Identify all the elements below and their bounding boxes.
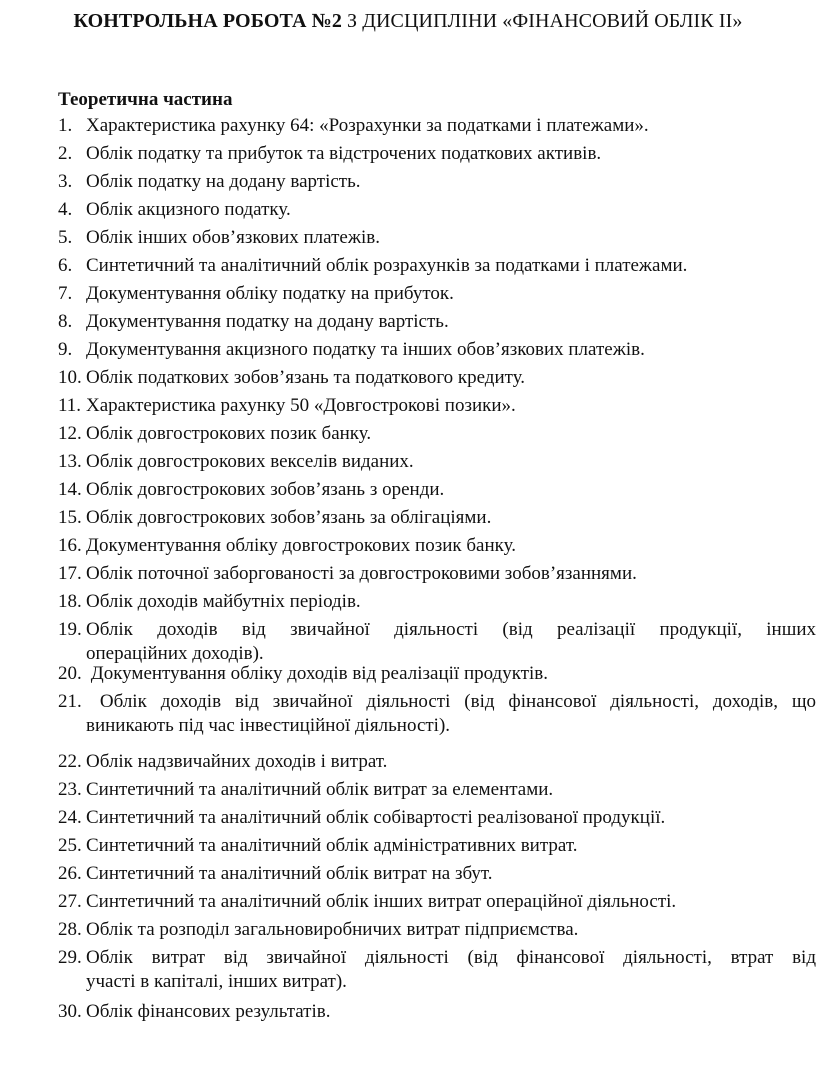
list-item-text: Синтетичний та аналітичний облік розрахунків за податками і платежами. — [86, 255, 688, 276]
list-item-text: Документування обліку доходів від реалізації продуктів. — [86, 663, 549, 684]
list-item-number: 19. — [58, 619, 82, 640]
list-item-number: 15. — [58, 507, 82, 528]
list-item-number: 29. — [58, 947, 82, 968]
list-item-text: Облік фінансових результатів. — [86, 1001, 331, 1022]
list-item-text: Синтетичний та аналітичний облік адміністративних витрат. — [86, 835, 578, 856]
list-item-text: Облік акцизного податку. — [86, 199, 291, 220]
list-item — [58, 534, 816, 558]
list-item — [58, 618, 816, 666]
list-item-text: Облік та розподіл загальновиробничих витрат підприємства. — [86, 919, 579, 940]
list-item — [58, 478, 816, 502]
list-item — [58, 1000, 816, 1024]
list-item — [58, 662, 816, 686]
list-item-number: 25. — [58, 835, 82, 856]
list-item — [58, 806, 816, 830]
list-item — [58, 422, 816, 446]
list-item-number: 4. — [58, 199, 73, 220]
list-item-number: 3. — [58, 171, 73, 192]
list-item-number: 2. — [58, 143, 73, 164]
list-item — [58, 142, 816, 166]
list-item — [58, 282, 816, 306]
list-item-number: 9. — [58, 339, 73, 360]
list-item-text: Синтетичний та аналітичний облік витрат за елементами. — [86, 779, 554, 800]
list-item — [58, 862, 816, 886]
section-heading: Теоретична частина — [58, 89, 233, 110]
list-item-number: 17. — [58, 563, 82, 584]
list-item — [58, 890, 816, 914]
list-item-number: 7. — [58, 283, 73, 304]
list-item-text-continuation: участі в капіталі, інших витрат). — [86, 971, 347, 992]
list-item — [58, 338, 816, 362]
list-item-number: 12. — [58, 423, 82, 444]
list-item-number: 27. — [58, 891, 82, 912]
list-item-text: Облік податку та прибуток та відстрочених податкових активів. — [86, 143, 602, 164]
list-item — [58, 778, 816, 802]
list-item-text: Облік доходів від звичайної діяльності (від фінансової діяльності, доходів, що — [86, 691, 816, 712]
list-item-text: Облік довгострокових зобов’язань за облігаціями. — [86, 507, 492, 528]
list-item-text: Документування обліку довгострокових позик банку. — [86, 535, 516, 556]
title-regular-part: З ДИСЦИПЛІНИ «ФІНАНСОВИЙ ОБЛІК ІІ» — [341, 10, 743, 32]
list-item — [58, 562, 816, 586]
list-item — [58, 254, 816, 278]
list-item-number: 8. — [58, 311, 73, 332]
list-item-text: Характеристика рахунку 64: «Розрахунки за податками і платежами». — [86, 115, 649, 136]
list-item — [58, 366, 816, 390]
list-item-text: Облік податкових зобов’язань та податкового кредиту. — [86, 367, 526, 388]
list-item-text: Синтетичний та аналітичний облік витрат на збут. — [86, 863, 493, 884]
list-item-number: 13. — [58, 451, 82, 472]
list-item-text: Облік витрат від звичайної діяльності (від фінансової діяльності, втрат від — [86, 947, 816, 968]
list-item-text: Документування обліку податку на прибуток. — [86, 283, 454, 304]
list-item-number: 28. — [58, 919, 82, 940]
list-item-number: 21. — [58, 691, 82, 712]
list-item — [58, 170, 816, 194]
document-title — [20, 6, 796, 36]
list-item-text: Облік довгострокових позик банку. — [86, 423, 372, 444]
list-item-number: 16. — [58, 535, 82, 556]
list-item-number: 1. — [58, 115, 73, 136]
list-item — [58, 450, 816, 474]
list-item-number: 14. — [58, 479, 82, 500]
list-item-text: Характеристика рахунку 50 «Довгострокові позики». — [86, 395, 516, 416]
list-item-text: Облік інших обов’язкових платежів. — [86, 227, 380, 248]
list-item — [58, 198, 816, 222]
list-item — [58, 918, 816, 942]
list-item-number: 24. — [58, 807, 82, 828]
list-item-number: 26. — [58, 863, 82, 884]
list-item-text: Облік податку на додану вартість. — [86, 171, 361, 192]
list-item-number: 30. — [58, 1001, 82, 1022]
list-item-text: Облік доходів майбутніх періодів. — [86, 591, 361, 612]
list-item-number: 11. — [58, 395, 82, 416]
list-item-text: Документування акцизного податку та інших обов’язкових платежів. — [86, 339, 645, 360]
list-item — [58, 394, 816, 418]
list-item — [58, 834, 816, 858]
list-item — [58, 506, 816, 530]
list-item — [58, 310, 816, 334]
list-item-number: 5. — [58, 227, 73, 248]
list-item-number: 22. — [58, 751, 82, 772]
list-item-number: 23. — [58, 779, 82, 800]
list-item-text: Синтетичний та аналітичний облік інших витрат операційної діяльності. — [86, 891, 677, 912]
title-bold-part: КОНТРОЛЬНА РОБОТА №2 — [73, 10, 342, 32]
list-item — [58, 750, 816, 774]
list-item — [58, 946, 816, 994]
list-item-text: Облік доходів від звичайної діяльності (від реалізації продукції, інших — [86, 619, 816, 640]
list-item-text: Облік поточної заборгованості за довгостроковими зобов’язаннями. — [86, 563, 637, 584]
list-item-text: Облік довгострокових зобов’язань з оренди. — [86, 479, 445, 500]
list-item — [58, 690, 816, 738]
list-item-text: Облік надзвичайних доходів і витрат. — [86, 751, 388, 772]
list-item-number: 10. — [58, 367, 82, 388]
list-item-text-continuation: виникають під час інвестиційної діяльності). — [86, 715, 451, 736]
list-item-text-continuation: операційних доходів). — [86, 643, 264, 664]
list-item — [58, 114, 816, 138]
list-item — [58, 590, 816, 614]
list-item-number: 20. — [58, 663, 82, 684]
list-item-number: 18. — [58, 591, 82, 612]
list-item-number: 6. — [58, 255, 73, 276]
list-item-text: Документування податку на додану вартість. — [86, 311, 449, 332]
list-item — [58, 226, 816, 250]
list-item-text: Синтетичний та аналітичний облік собівартості реалізованої продукції. — [86, 807, 666, 828]
list-item-text: Облік довгострокових векселів виданих. — [86, 451, 414, 472]
